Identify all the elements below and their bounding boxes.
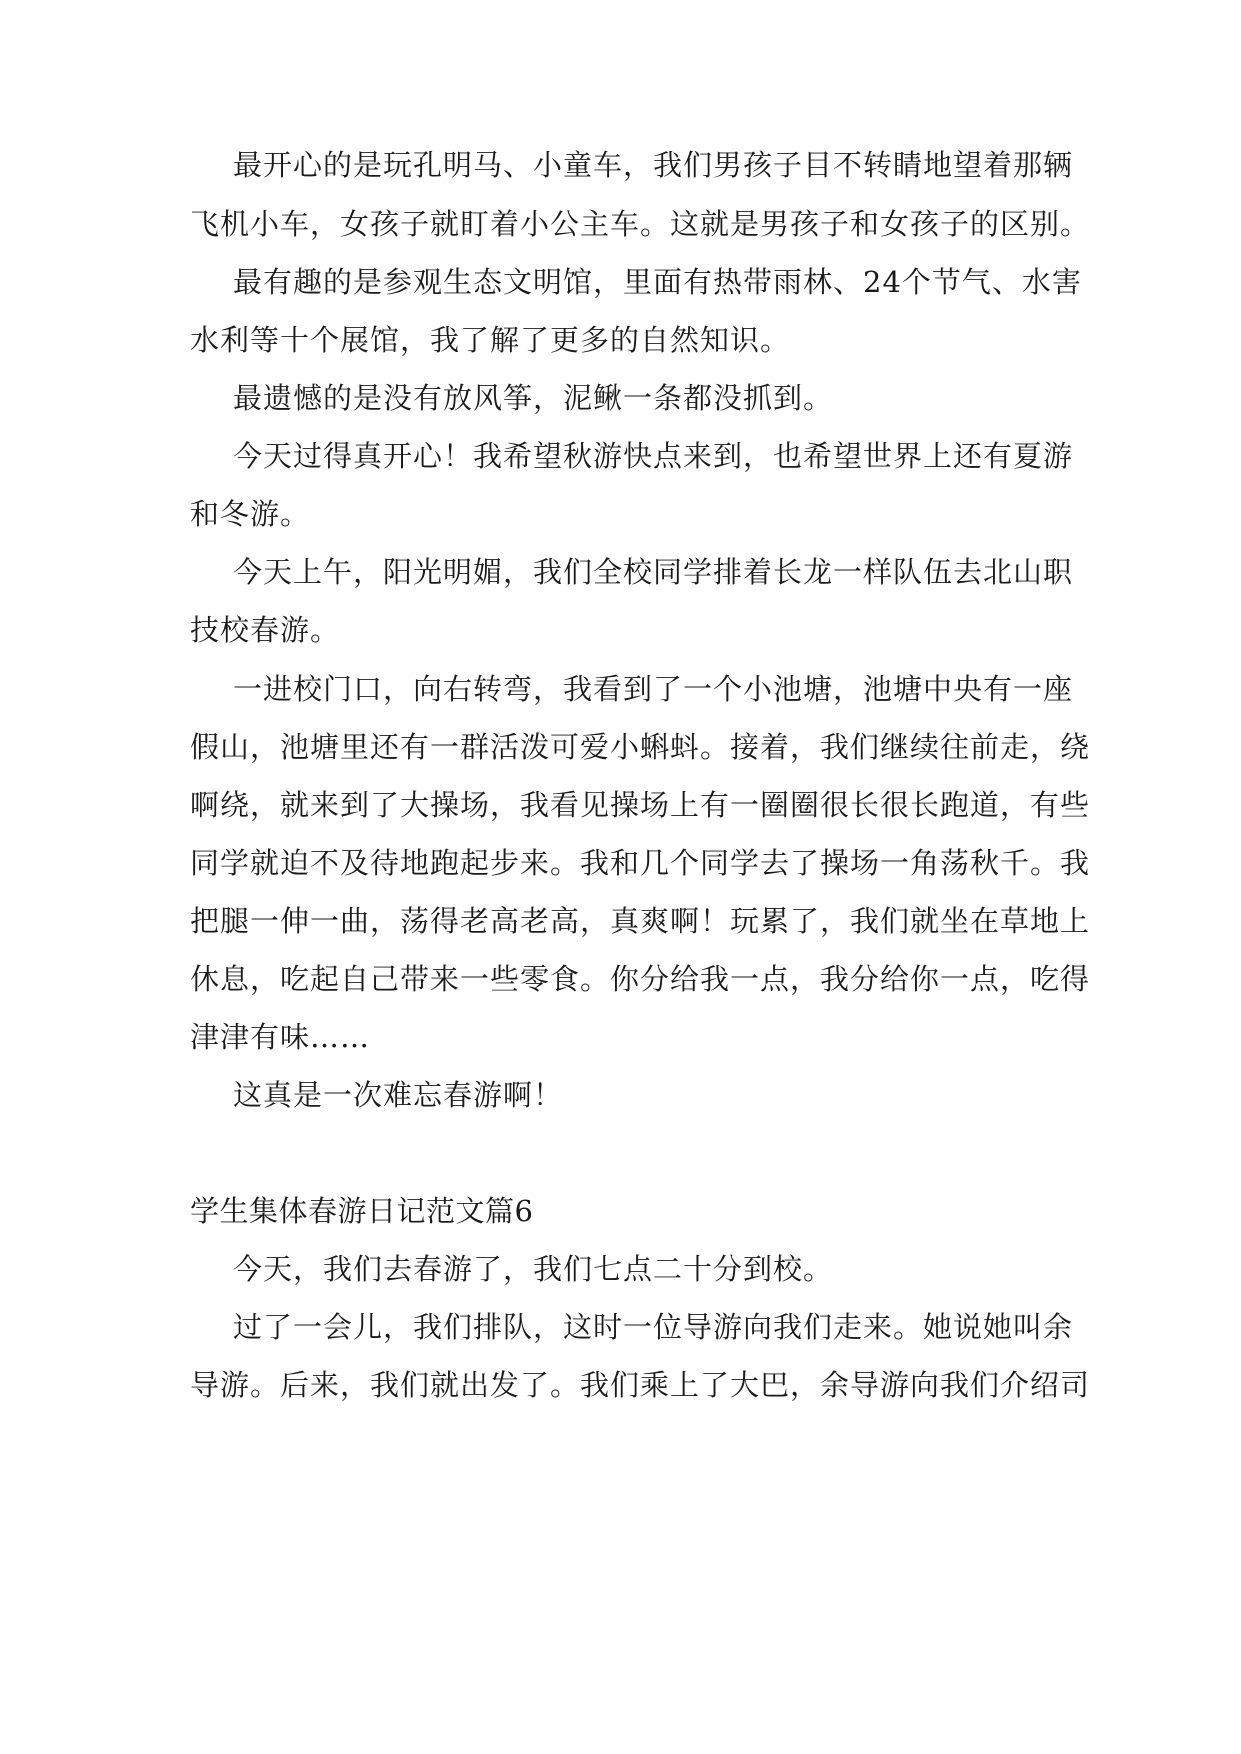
paragraph-line: 假山，池塘里还有一群活泼可爱小蝌蚪。接着，我们继续往前走，绕 bbox=[190, 730, 1091, 764]
paragraph-line: 同学就迫不及待地跑起步来。我和几个同学去了操场一角荡秋千。我 bbox=[190, 846, 1091, 880]
paragraph-line: 技校春游。 bbox=[190, 613, 341, 647]
paragraph-line: 最遗憾的是没有放风筝，泥鳅一条都没抓到。 bbox=[233, 381, 834, 415]
section-heading: 学生集体春游日记范文篇6 bbox=[190, 1194, 534, 1228]
paragraph-line: 过了一会儿，我们排队，这时一位导游向我们走来。她说她叫余 bbox=[233, 1310, 1074, 1344]
paragraph-line: 把腿一伸一曲，荡得老高老高，真爽啊！玩累了，我们就坐在草地上 bbox=[190, 904, 1091, 938]
paragraph-line: 导游。后来，我们就出发了。我们乘上了大巴，余导游向我们介绍司 bbox=[190, 1368, 1091, 1402]
paragraph-line: 今天上午，阳光明媚，我们全校同学排着长龙一样队伍去北山职 bbox=[233, 555, 1074, 589]
paragraph-line: 一进校门口，向右转弯，我看到了一个小池塘，池塘中央有一座 bbox=[233, 672, 1074, 706]
paragraph-line: 今天，我们去春游了，我们七点二十分到校。 bbox=[233, 1252, 834, 1286]
paragraph-line: 最有趣的是参观生态文明馆，里面有热带雨林、24个节气、水害 bbox=[233, 265, 1082, 299]
paragraph-line: 水利等十个展馆，我了解了更多的自然知识。 bbox=[190, 323, 791, 357]
paragraph-line: 飞机小车，女孩子就盯着小公主车。这就是男孩子和女孩子的区别。 bbox=[190, 207, 1091, 241]
paragraph-line: 今天过得真开心！我希望秋游快点来到，也希望世界上还有夏游 bbox=[233, 439, 1074, 473]
paragraph-line: 休息，吃起自己带来一些零食。你分给我一点，我分给你一点，吃得 bbox=[190, 962, 1091, 996]
paragraph-line: 啊绕，就来到了大操场，我看见操场上有一圈圈很长很长跑道，有些 bbox=[190, 788, 1091, 822]
paragraph-line: 这真是一次难忘春游啊！ bbox=[233, 1078, 564, 1112]
paragraph-line: 津津有味…… bbox=[190, 1020, 371, 1054]
paragraph-line: 最开心的是玩孔明马、小童车，我们男孩子目不转睛地望着那辆 bbox=[233, 148, 1074, 182]
paragraph-line: 和冬游。 bbox=[190, 497, 311, 531]
